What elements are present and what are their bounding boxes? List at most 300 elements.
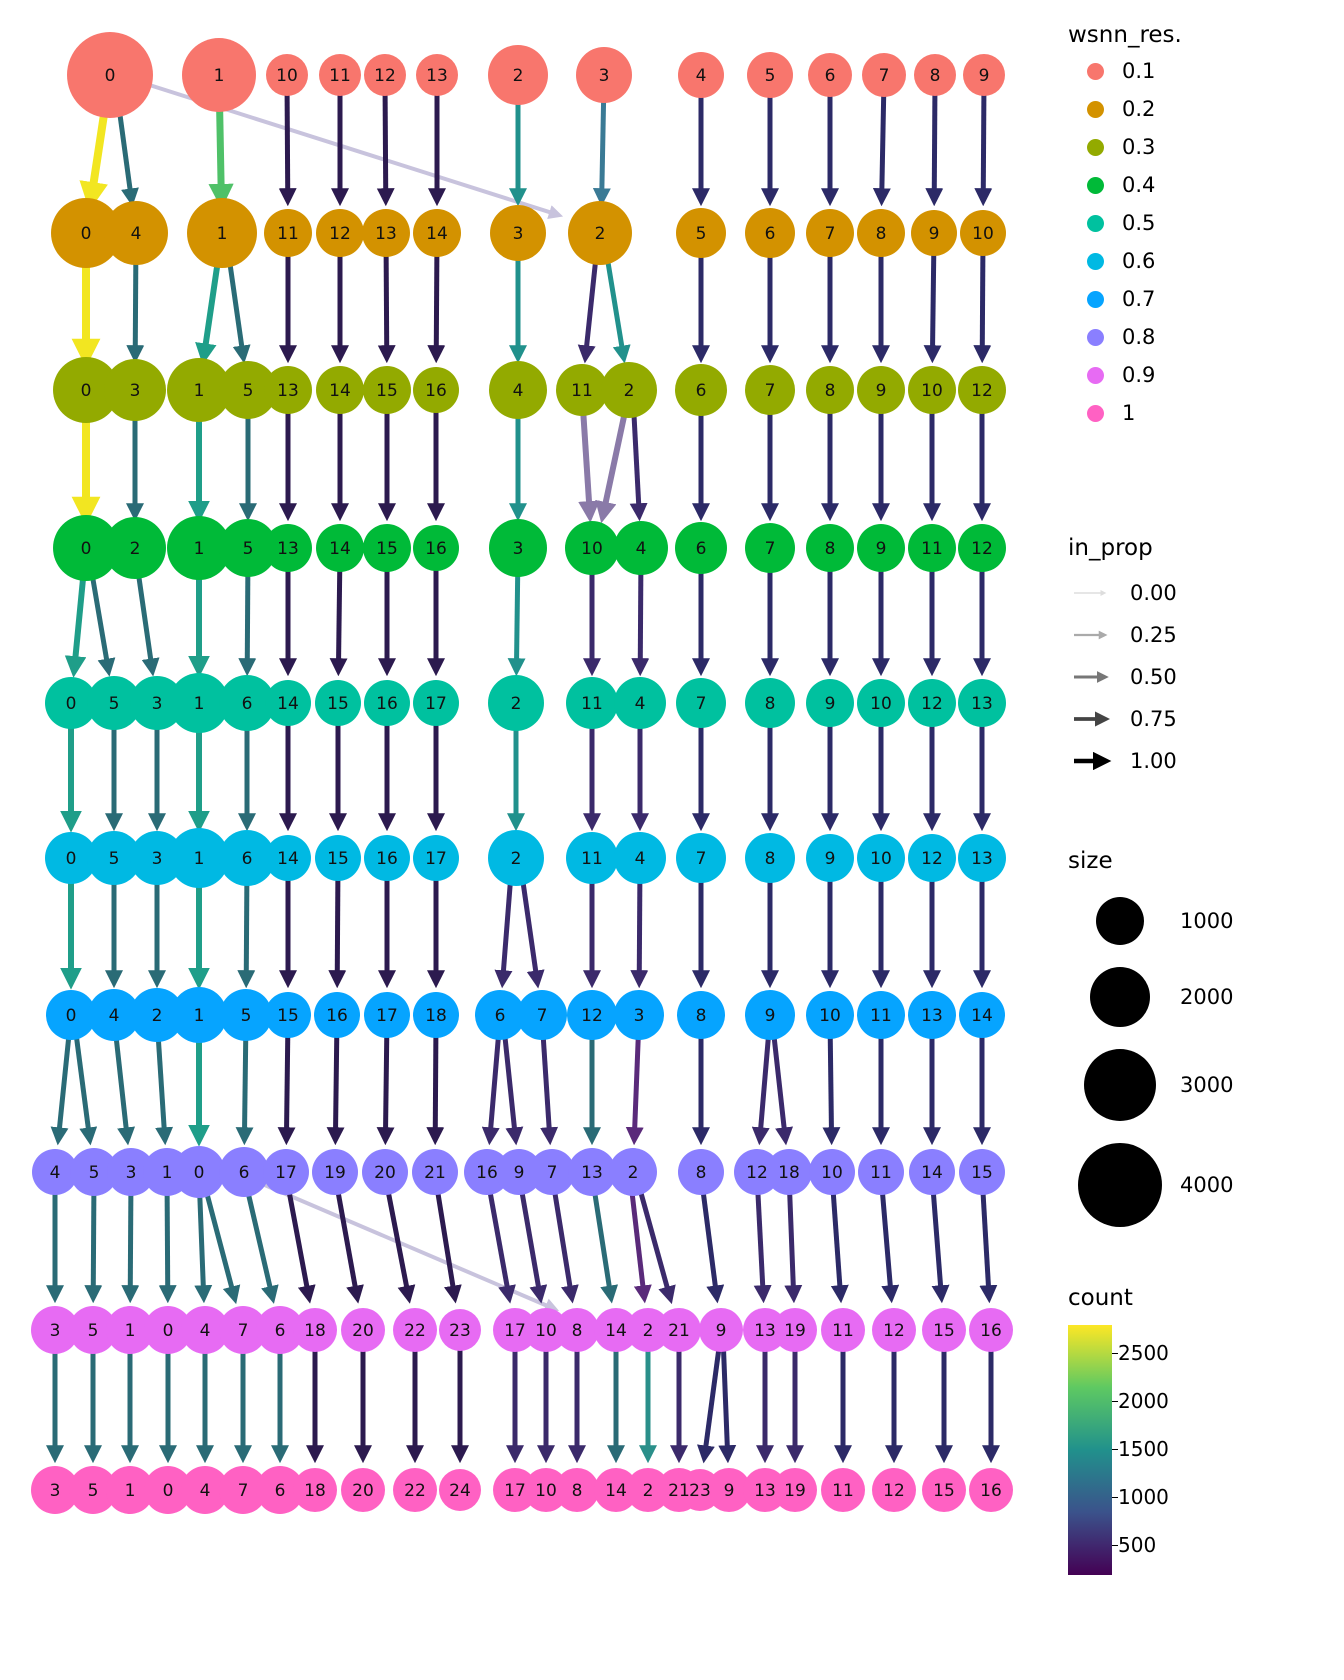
cluster-node[interactable] [614, 521, 668, 575]
cluster-node-label: 18 [304, 1481, 326, 1501]
cluster-node[interactable] [857, 679, 905, 727]
cluster-node-label: 3 [512, 539, 524, 559]
legend-resolution-label: 0.9 [1122, 363, 1156, 387]
cluster-node-label: 14 [605, 1481, 627, 1501]
cluster-node-label: 3 [49, 1321, 61, 1341]
cluster-node[interactable] [958, 366, 1006, 414]
cluster-node[interactable] [969, 1468, 1013, 1512]
cluster-node-label: 17 [275, 1163, 297, 1183]
colorbar-tick-label: 1500 [1118, 1437, 1169, 1461]
cluster-node[interactable] [958, 679, 1006, 727]
cluster-node[interactable] [263, 1149, 309, 1195]
cluster-node[interactable] [908, 366, 956, 414]
cluster-node[interactable] [364, 992, 410, 1038]
cluster-node[interactable] [568, 201, 632, 265]
cluster-node-label: 7 [695, 849, 707, 869]
cluster-node[interactable] [675, 364, 727, 416]
cluster-node-label: 21 [668, 1481, 690, 1501]
legend-size-row[interactable] [1060, 1038, 1233, 1132]
cluster-node[interactable] [959, 992, 1005, 1038]
cluster-node-label: 11 [571, 381, 593, 401]
cluster-node[interactable] [747, 52, 793, 98]
cluster-node-label: 21 [424, 1163, 446, 1183]
cluster-node[interactable] [556, 364, 608, 416]
cluster-node-label: 10 [921, 381, 943, 401]
cluster-node-label: 20 [352, 1321, 374, 1341]
cluster-node[interactable] [314, 992, 360, 1038]
cluster-node[interactable] [614, 677, 666, 729]
legend-resolution-label: 0.4 [1122, 173, 1156, 197]
cluster-node-label: 11 [832, 1321, 854, 1341]
cluster-node[interactable] [362, 1149, 408, 1195]
cluster-edge [723, 1336, 728, 1456]
legend-color-swatch [1068, 63, 1122, 80]
cluster-node-label: 3 [129, 381, 141, 401]
legend-resolution-label: 0.8 [1122, 325, 1156, 349]
cluster-node-label: 2 [512, 66, 524, 86]
cluster-level-0.9 [31, 1306, 1013, 1354]
legend-in-prop-row[interactable] [1068, 656, 1177, 698]
cluster-node-label: 6 [241, 694, 253, 714]
cluster-node[interactable] [341, 1308, 385, 1352]
cluster-node[interactable] [555, 1308, 599, 1352]
cluster-node-label: 7 [878, 66, 890, 86]
cluster-node[interactable] [413, 835, 459, 881]
cluster-node[interactable] [265, 992, 311, 1038]
cluster-node-label: 9 [513, 1163, 525, 1183]
arrow-icon [1068, 583, 1122, 603]
legend-size-circle [1060, 967, 1180, 1027]
cluster-node[interactable] [809, 1149, 855, 1195]
cluster-node-label: 12 [329, 224, 351, 244]
cluster-node-label: 3 [125, 1163, 137, 1183]
cluster-node-label: 5 [87, 1481, 99, 1501]
cluster-node-label: 23 [689, 1481, 711, 1501]
cluster-node-label: 16 [376, 849, 398, 869]
cluster-node[interactable] [963, 54, 1005, 96]
cluster-node-label: 3 [151, 849, 163, 869]
cluster-node[interactable] [364, 835, 410, 881]
cluster-node[interactable] [806, 679, 854, 727]
cluster-node[interactable] [609, 1148, 657, 1196]
cluster-node[interactable] [413, 367, 459, 413]
cluster-node-label: 3 [49, 1481, 61, 1501]
cluster-node[interactable] [517, 990, 567, 1040]
cluster-node[interactable] [264, 524, 312, 572]
cluster-node[interactable] [187, 198, 257, 268]
cluster-node[interactable] [439, 1309, 481, 1351]
cluster-node[interactable] [675, 522, 727, 574]
legend-resolution-row[interactable] [1068, 394, 1155, 432]
cluster-node-label: 5 [87, 1321, 99, 1341]
cluster-node[interactable] [319, 54, 361, 96]
cluster-level-0.2 [51, 198, 1006, 268]
cluster-node[interactable] [416, 54, 458, 96]
cluster-node-label: 12 [971, 381, 993, 401]
cluster-node-label: 15 [933, 1481, 955, 1501]
cluster-node[interactable] [678, 1149, 724, 1195]
cluster-node[interactable] [908, 834, 956, 882]
cluster-node[interactable] [914, 54, 956, 96]
cluster-node-label: 4 [634, 694, 646, 714]
cluster-node-label: 13 [971, 849, 993, 869]
cluster-node-label: 0 [162, 1481, 174, 1501]
cluster-node-label: 14 [277, 849, 299, 869]
cluster-node[interactable] [657, 1308, 701, 1352]
cluster-node[interactable] [678, 52, 724, 98]
cluster-level-0.8 [32, 1146, 1005, 1198]
cluster-node[interactable] [614, 990, 664, 1040]
cluster-node[interactable] [745, 990, 795, 1040]
cluster-node[interactable] [490, 205, 546, 261]
cluster-node[interactable] [312, 1149, 358, 1195]
cluster-node-label: 15 [376, 539, 398, 559]
legend-resolution-items [1068, 52, 1155, 432]
cluster-node[interactable] [773, 1468, 817, 1512]
cluster-node[interactable] [806, 991, 854, 1039]
cluster-edge [983, 80, 984, 199]
cluster-node-label: 23 [449, 1321, 471, 1341]
legend-size-circle [1060, 1049, 1180, 1121]
cluster-node-label: 2 [594, 224, 606, 244]
cluster-node[interactable] [911, 210, 957, 256]
cluster-node-label: 7 [764, 539, 776, 559]
cluster-node-label: 0 [104, 66, 116, 86]
cluster-node-label: 16 [425, 539, 447, 559]
cluster-node[interactable] [862, 53, 906, 97]
cluster-node[interactable] [104, 201, 168, 265]
cluster-node[interactable] [341, 1468, 385, 1512]
cluster-node-label: 1 [213, 66, 225, 86]
cluster-level-0.6 [45, 828, 1006, 888]
cluster-node[interactable] [568, 1148, 616, 1196]
cluster-node[interactable] [364, 680, 410, 726]
cluster-node-label: 8 [764, 849, 776, 869]
legend-resolution-label: 0.5 [1122, 211, 1156, 235]
cluster-node[interactable] [315, 835, 361, 881]
cluster-node[interactable] [265, 680, 311, 726]
cluster-node-label: 22 [404, 1321, 426, 1341]
cluster-node-label: 11 [870, 1006, 892, 1026]
cluster-node[interactable] [745, 523, 795, 573]
colorbar-tick-label: 2500 [1118, 1341, 1169, 1365]
legend-resolution-row[interactable] [1068, 204, 1155, 242]
cluster-node[interactable] [857, 834, 905, 882]
cluster-node-label: 10 [819, 1006, 841, 1026]
cluster-edge [934, 80, 935, 199]
legend-resolution-row[interactable] [1068, 90, 1155, 128]
cluster-node-label: 17 [425, 849, 447, 869]
cluster-node[interactable] [857, 366, 905, 414]
cluster-node[interactable] [766, 1149, 812, 1195]
cluster-node[interactable] [806, 834, 854, 882]
legend-in-prop-row[interactable] [1068, 572, 1177, 614]
legend-resolution-row[interactable] [1068, 166, 1155, 204]
cluster-node[interactable] [773, 1308, 817, 1352]
cluster-node-label: 10 [581, 539, 603, 559]
cluster-node-label: 6 [764, 224, 776, 244]
legend-resolution-row[interactable] [1068, 318, 1155, 356]
cluster-node-label: 3 [151, 694, 163, 714]
cluster-node-label: 19 [784, 1481, 806, 1501]
cluster-node[interactable] [614, 832, 666, 884]
legend-resolution-row[interactable] [1068, 356, 1155, 394]
legend-in-prop-label: 0.25 [1130, 623, 1177, 647]
cluster-node-label: 13 [375, 224, 397, 244]
cluster-node-label: 17 [425, 694, 447, 714]
cluster-node-label: 8 [695, 1163, 707, 1183]
cluster-node[interactable] [565, 521, 619, 575]
cluster-node[interactable] [293, 1468, 337, 1512]
cluster-node-label: 6 [241, 849, 253, 869]
legend-resolution-row[interactable] [1068, 242, 1155, 280]
cluster-node-label: 11 [581, 694, 603, 714]
legend-in-prop-row[interactable] [1068, 698, 1177, 740]
cluster-node[interactable] [363, 366, 411, 414]
legend-in-prop-label: 0.00 [1130, 581, 1177, 605]
cluster-node[interactable] [567, 990, 617, 1040]
cluster-node-label: 22 [404, 1481, 426, 1501]
cluster-node[interactable] [566, 677, 618, 729]
cluster-node[interactable] [677, 991, 725, 1039]
cluster-node[interactable] [393, 1308, 437, 1352]
cluster-node-label: 12 [921, 849, 943, 869]
cluster-node[interactable] [857, 524, 905, 572]
cluster-node[interactable] [412, 1149, 458, 1195]
legend-in-prop-items [1068, 572, 1177, 782]
cluster-node[interactable] [601, 362, 657, 418]
cluster-node-label: 0 [65, 694, 77, 714]
cluster-node[interactable] [316, 209, 364, 257]
cluster-node[interactable] [908, 524, 956, 572]
cluster-node[interactable] [489, 519, 547, 577]
cluster-node[interactable] [413, 209, 461, 257]
cluster-node[interactable] [488, 45, 548, 105]
cluster-node[interactable] [821, 1308, 865, 1352]
cluster-node[interactable] [806, 524, 854, 572]
cluster-edge [882, 80, 884, 199]
cluster-node[interactable] [555, 1468, 599, 1512]
cluster-node-label: 6 [824, 66, 836, 86]
cluster-node-label: 16 [376, 694, 398, 714]
arrow-icon [1068, 625, 1122, 645]
cluster-node-label: 10 [870, 694, 892, 714]
cluster-node[interactable] [393, 1468, 437, 1512]
cluster-node[interactable] [676, 833, 726, 883]
legend-resolution-label: 0.1 [1122, 59, 1156, 83]
cluster-node[interactable] [488, 830, 544, 886]
legend-color-swatch [1068, 367, 1122, 384]
cluster-node-label: 0 [80, 224, 92, 244]
cluster-node[interactable] [958, 524, 1006, 572]
cluster-node-label: 13 [426, 66, 448, 86]
cluster-node[interactable] [676, 208, 726, 258]
legend-resolution-label: 1 [1122, 401, 1136, 425]
cluster-node[interactable] [488, 675, 544, 731]
cluster-node-label: 3 [512, 224, 524, 244]
cluster-node-label: 14 [426, 224, 448, 244]
cluster-node-label: 21 [668, 1321, 690, 1341]
cluster-node[interactable] [959, 1149, 1005, 1195]
cluster-node[interactable] [745, 365, 795, 415]
cluster-node[interactable] [872, 1308, 916, 1352]
legend-size-label: 1000 [1180, 909, 1234, 933]
cluster-node-label: 9 [824, 694, 836, 714]
cluster-node-label: 7 [237, 1481, 249, 1501]
cluster-node-label: 12 [971, 539, 993, 559]
cluster-node[interactable] [439, 1469, 481, 1511]
cluster-node-label: 5 [242, 381, 254, 401]
cluster-node-label: 1 [193, 1006, 205, 1026]
cluster-node[interactable] [872, 1468, 916, 1512]
cluster-node[interactable] [413, 680, 459, 726]
legend-color-swatch [1068, 291, 1122, 308]
cluster-node-label: 4 [512, 381, 524, 401]
cluster-node[interactable] [264, 366, 312, 414]
legend-title-size: size [1068, 848, 1113, 874]
cluster-node-label: 15 [277, 1006, 299, 1026]
legend-color-swatch [1068, 101, 1122, 118]
cluster-node[interactable] [265, 835, 311, 881]
legend-resolution-row[interactable] [1068, 280, 1155, 318]
cluster-node-label: 4 [634, 849, 646, 869]
legend-count-colorbar [1068, 1325, 1238, 1575]
cluster-node-label: 8 [571, 1481, 583, 1501]
cluster-node-label: 16 [476, 1163, 498, 1183]
colorbar-gradient [1068, 1325, 1112, 1575]
legend-size-items [1060, 886, 1233, 1238]
cluster-node[interactable] [969, 1308, 1013, 1352]
legend-resolution-label: 0.6 [1122, 249, 1156, 273]
colorbar-tick-label: 1000 [1118, 1485, 1169, 1509]
cluster-node-label: 18 [425, 1006, 447, 1026]
cluster-node[interactable] [67, 32, 153, 118]
cluster-node[interactable] [858, 1149, 904, 1195]
legend-color-swatch [1068, 177, 1122, 194]
cluster-node[interactable] [171, 987, 227, 1043]
cluster-node[interactable] [676, 678, 726, 728]
legend-size-label: 3000 [1180, 1073, 1234, 1097]
cluster-node[interactable] [182, 38, 256, 112]
cluster-node-label: 15 [327, 694, 349, 714]
cluster-node[interactable] [489, 361, 547, 419]
cluster-node-label: 17 [376, 1006, 398, 1026]
cluster-node-label: 8 [571, 1321, 583, 1341]
cluster-node[interactable] [745, 833, 795, 883]
legend-in-prop-label: 0.50 [1130, 665, 1177, 689]
cluster-node[interactable] [908, 679, 956, 727]
cluster-node-label: 8 [695, 1006, 707, 1026]
cluster-node[interactable] [220, 989, 272, 1041]
cluster-node-label: 2 [129, 539, 141, 559]
cluster-node[interactable] [362, 209, 410, 257]
cluster-node-label: 2 [623, 381, 635, 401]
edges-layer [55, 75, 991, 1456]
legend-in-prop-row[interactable] [1068, 614, 1177, 656]
cluster-node-label: 5 [108, 694, 120, 714]
cluster-node-label: 13 [277, 539, 299, 559]
cluster-node[interactable] [364, 54, 406, 96]
cluster-node-label: 4 [199, 1321, 211, 1341]
cluster-node[interactable] [363, 524, 411, 572]
cluster-node-label: 6 [274, 1481, 286, 1501]
cluster-node[interactable] [264, 209, 312, 257]
cluster-node[interactable] [413, 525, 459, 571]
cluster-node[interactable] [413, 992, 459, 1038]
legend-resolution-row[interactable] [1068, 128, 1155, 166]
cluster-node[interactable] [266, 54, 308, 96]
cluster-node-label: 5 [764, 66, 776, 86]
cluster-node[interactable] [699, 1308, 743, 1352]
cluster-node[interactable] [219, 1147, 269, 1197]
cluster-node[interactable] [316, 366, 364, 414]
legend-color-swatch [1068, 329, 1122, 346]
cluster-node[interactable] [104, 359, 166, 421]
cluster-node[interactable] [293, 1308, 337, 1352]
cluster-node[interactable] [745, 208, 795, 258]
cluster-node-label: 24 [449, 1481, 471, 1501]
cluster-node-label: 12 [883, 1481, 905, 1501]
cluster-node-label: 6 [695, 539, 707, 559]
legend-resolution-row[interactable] [1068, 52, 1155, 90]
legend-size-row[interactable] [1060, 886, 1233, 956]
legend-color-swatch [1068, 215, 1122, 232]
cluster-node[interactable] [821, 1468, 865, 1512]
cluster-node-label: 2 [510, 849, 522, 869]
cluster-node[interactable] [566, 832, 618, 884]
legend-panel [1056, 0, 1344, 1680]
legend-size-row[interactable] [1060, 1132, 1233, 1238]
cluster-node[interactable] [958, 834, 1006, 882]
cluster-node-label: 16 [326, 1006, 348, 1026]
cluster-node[interactable] [857, 209, 905, 257]
cluster-node[interactable] [857, 991, 905, 1039]
cluster-node[interactable] [908, 991, 956, 1039]
cluster-node[interactable] [808, 53, 852, 97]
cluster-node-label: 7 [536, 1006, 548, 1026]
cluster-node-label: 1 [193, 539, 205, 559]
cluster-node[interactable] [104, 517, 166, 579]
cluster-node[interactable] [922, 1468, 966, 1512]
cluster-node-label: 18 [778, 1163, 800, 1183]
cluster-node-label: 4 [49, 1163, 61, 1183]
cluster-node-label: 5 [108, 849, 120, 869]
cluster-level-0.1 [67, 32, 1005, 118]
cluster-node[interactable] [960, 210, 1006, 256]
cluster-node[interactable] [173, 1146, 225, 1198]
cluster-node[interactable] [806, 366, 854, 414]
legend-in-prop-row[interactable] [1068, 740, 1177, 782]
cluster-node[interactable] [745, 678, 795, 728]
cluster-level-0.3 [53, 357, 1006, 423]
cluster-node[interactable] [806, 209, 854, 257]
cluster-node-label: 18 [304, 1321, 326, 1341]
cluster-node[interactable] [315, 680, 361, 726]
cluster-node[interactable] [316, 524, 364, 572]
legend-size-row[interactable] [1060, 956, 1233, 1038]
cluster-node-label: 6 [695, 381, 707, 401]
cluster-node-label: 14 [277, 694, 299, 714]
cluster-edge [287, 80, 288, 199]
cluster-node-label: 0 [80, 539, 92, 559]
cluster-node-label: 11 [329, 66, 351, 86]
cluster-node-label: 14 [329, 539, 351, 559]
cluster-node[interactable] [909, 1149, 955, 1195]
cluster-node[interactable] [922, 1308, 966, 1352]
cluster-node-label: 10 [870, 849, 892, 869]
cluster-node[interactable] [576, 47, 632, 103]
cluster-node-label: 2 [627, 1163, 639, 1183]
